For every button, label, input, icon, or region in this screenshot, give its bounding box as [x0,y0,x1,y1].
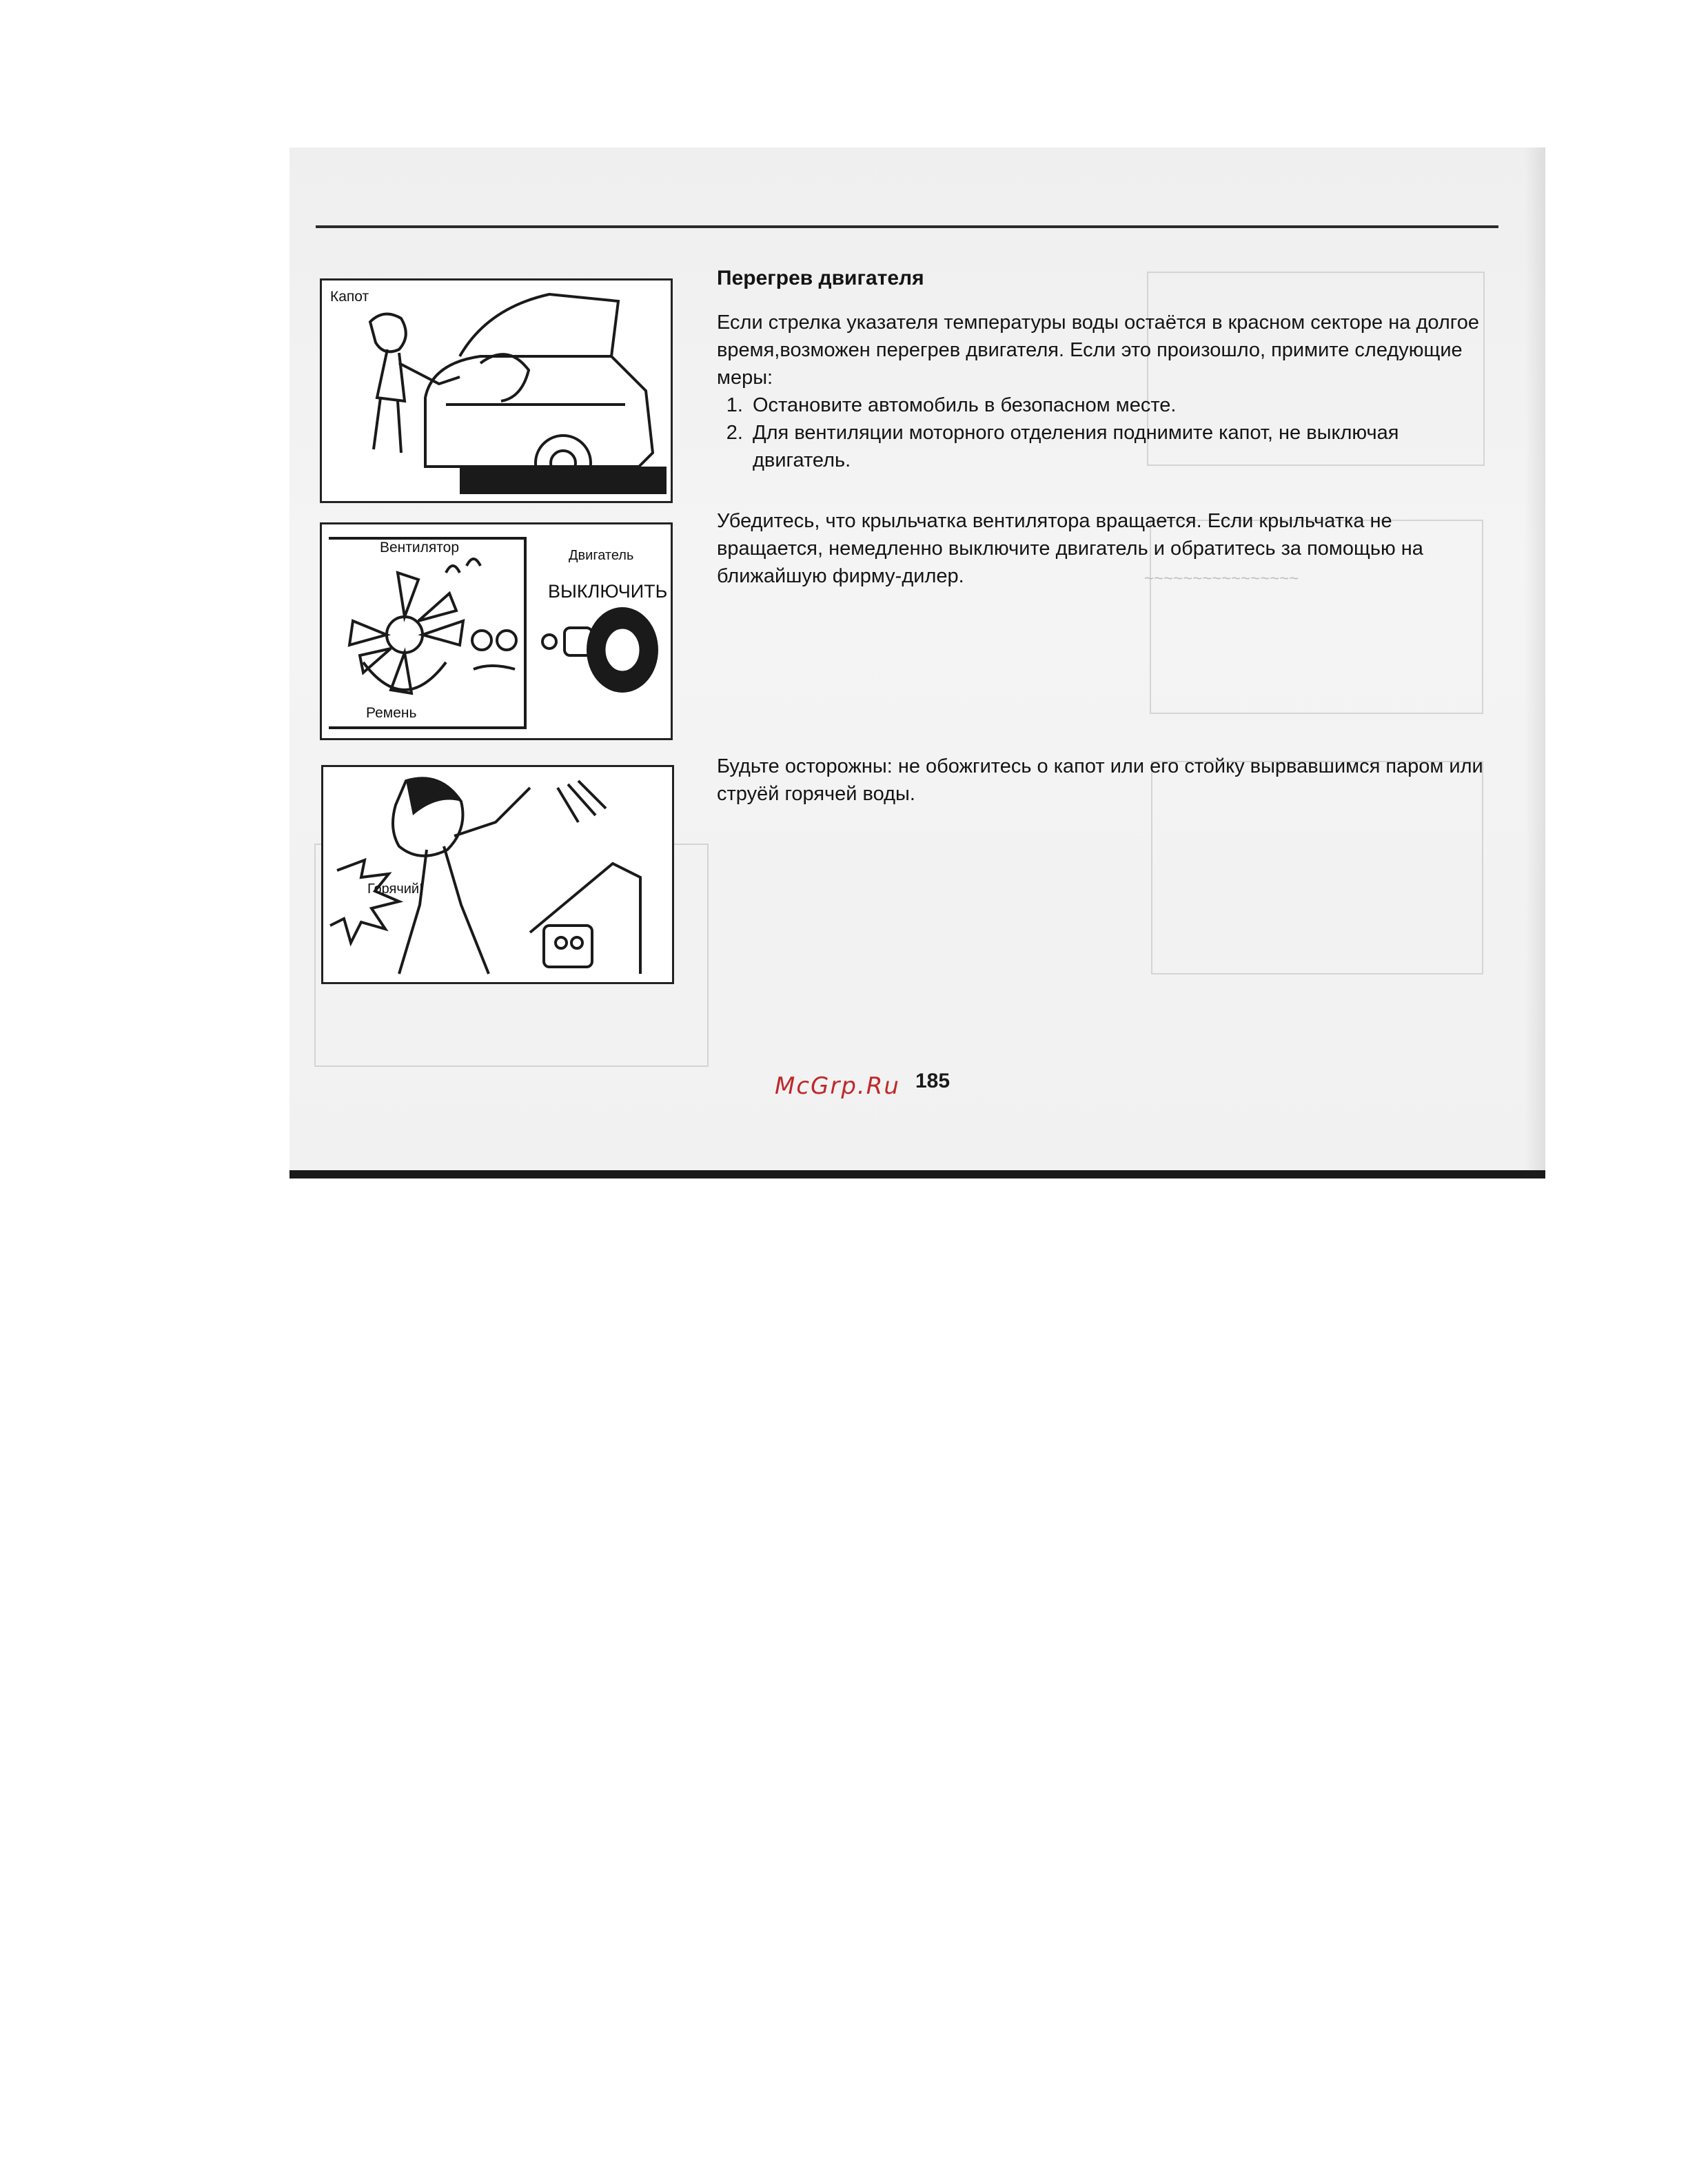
step-item: 2. Для вентиляции моторного отделения поднимите капот, не выключая двигатель. [749,419,1489,474]
scan-bottom-edge [289,1170,1545,1178]
label-belt: Ремень [366,705,417,721]
figure-hood [320,278,673,503]
scan-edge-shadow [1525,147,1545,1178]
section-heading: Перегрев двигателя [717,267,924,289]
figure-hot-drawing [323,767,672,982]
label-switch-off: ВЫКЛЮЧИТЬ [548,581,668,602]
figure-hot [321,765,674,984]
watermark: McGrp.Ru [775,1072,900,1100]
page-number: 185 [915,1070,950,1092]
ghost-text: ~~~~~~~~~~~~~~~~ [1144,569,1299,588]
intro-paragraph: Если стрелка указателя температуры воды остаётся в красном секторе на долгое время,возможен перегрев двигателя. Если это произошло, примите следующие меры: [717,312,1479,389]
label-engine: Двигатель [569,548,634,563]
scanned-page [289,147,1545,1178]
fan-paragraph: Убедитесь, что крыльчатка вентилятора вращается. Если крыльчатка не вращается, немедленно выключите двигатель и обратитесь за помощью на ближайшую фирму-дилер. [717,510,1423,587]
label-hood: Капот [330,289,369,305]
figure-hood-drawing [322,280,671,501]
figure-fan [320,522,673,740]
caution-paragraph: Будьте осторожны: не обожгитесь о капот или его стойку вырвавшимся паром или струёй горячей воды. [717,755,1483,805]
header-rule [316,225,1498,228]
step-item: 1. Остановите автомобиль в безопасном месте. [749,391,1489,419]
label-hot: Горячий! [367,881,423,897]
steps-list [717,391,1489,474]
section-overheating [717,265,1489,474]
label-fan: Вентилятор [380,540,459,555]
